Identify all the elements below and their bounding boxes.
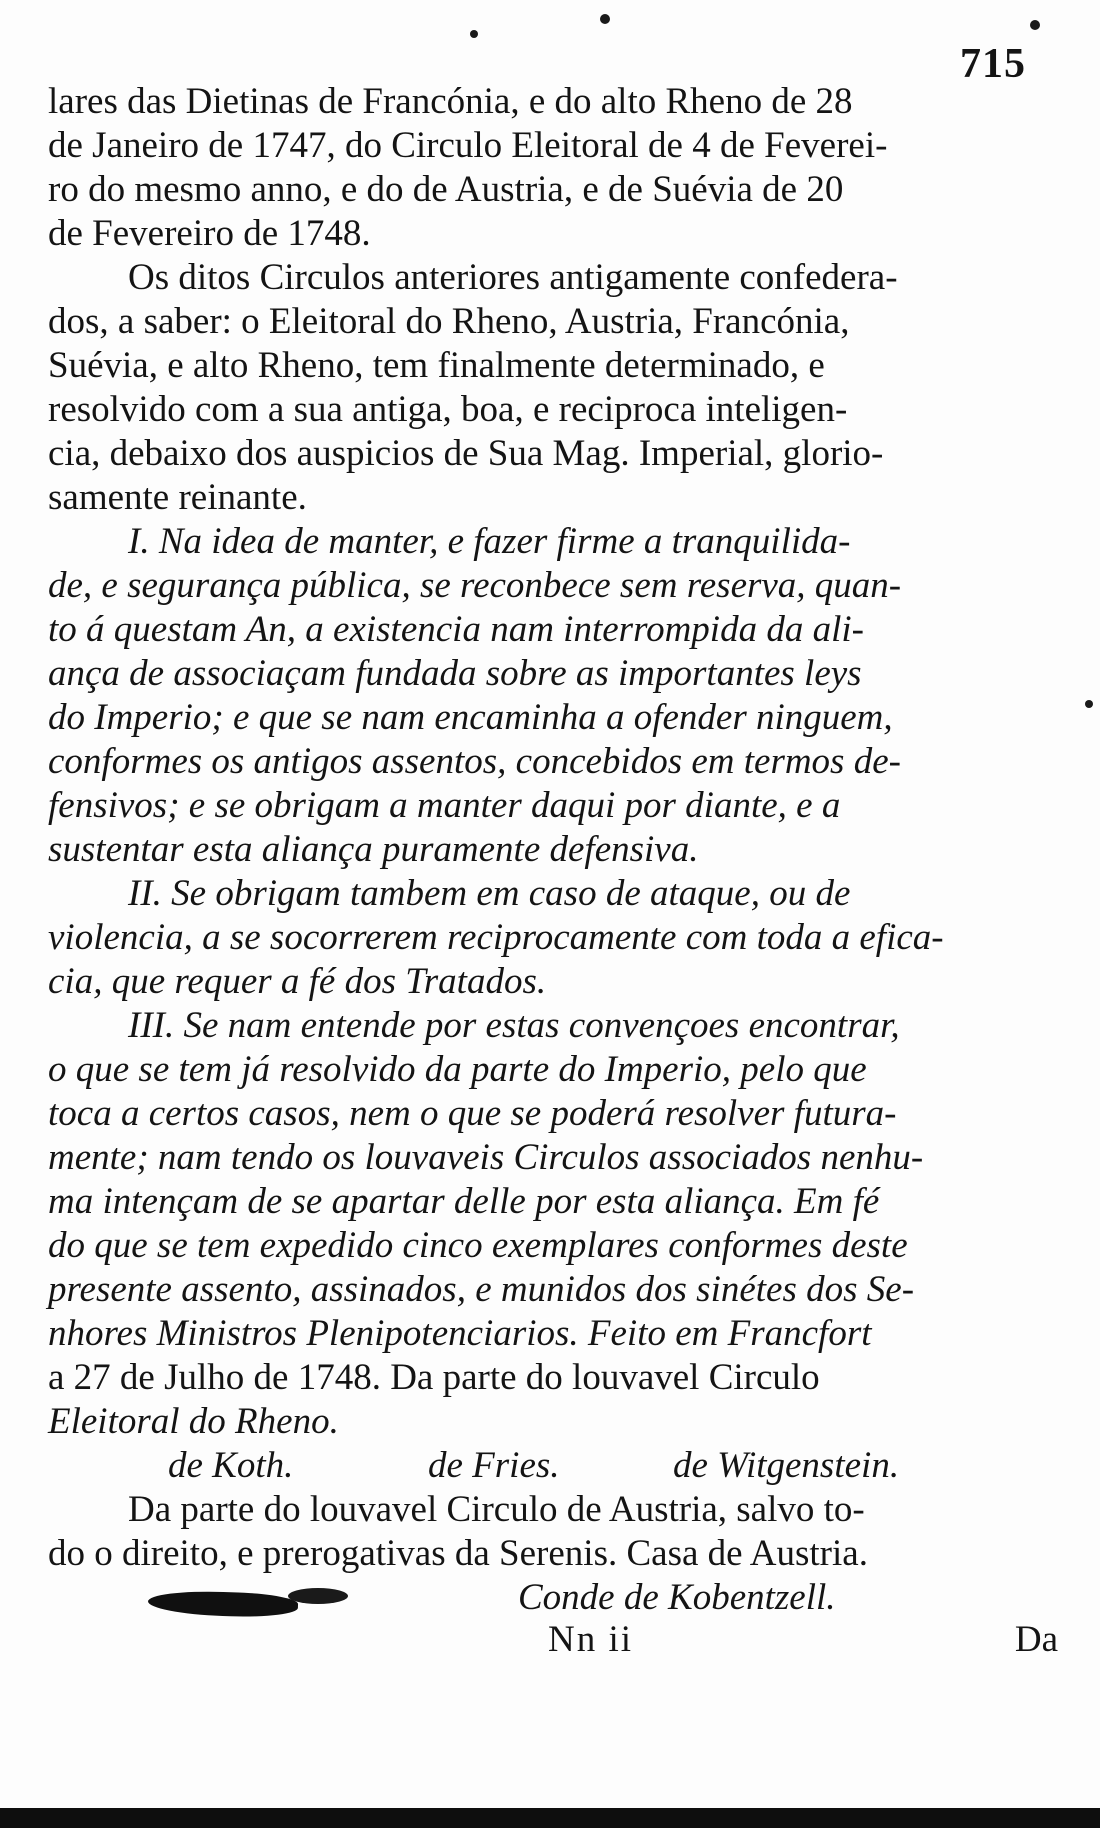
text-line: lares das Dietinas de Francónia, e do alto Rheno de 28 [48,81,853,122]
signature-kobentzell: Conde de Kobentzell. [518,1577,836,1618]
text-line: do Imperio; e que se nam encaminha a ofender ninguem, [48,697,893,738]
text-line: cia, debaixo dos auspicios de Sua Mag. Imperial, glorio- [48,433,884,474]
article-iii-line: III. Se nam entende por estas convençoes encontrar, [128,1005,900,1046]
article-ii-line: II. Se obrigam tambem em caso de ataque, ou de [128,873,851,914]
page-number: 715 [960,41,1026,87]
signature-fries: de Fries. [428,1445,560,1486]
text-line: dos, a saber: o Eleitoral do Rheno, Austria, Francónia, [48,301,850,342]
ink-smudge [288,1588,348,1604]
text-line: toca a certos casos, nem o que se poderá resolver futura- [48,1093,897,1134]
ink-speck [600,14,610,24]
text-line: fensivos; e se obrigam a manter daqui por diante, e a [48,785,841,826]
page-bottom-edge [0,1808,1100,1828]
text-line: violencia, a se socorrerem reciprocamente com toda a efica- [48,917,944,958]
text-line: o que se tem já resolvido da parte do Imperio, pelo que [48,1049,867,1090]
body-text [48,80,1058,1620]
text-line: ro do mesmo anno, e do de Austria, e de Suévia de 20 [48,169,844,210]
ink-speck [1085,700,1093,708]
ink-speck [470,30,478,38]
text-line: Suévia, e alto Rheno, tem finalmente determinado, e [48,345,825,386]
text-line: samente reinante. [48,477,307,518]
signatures-row [48,1444,1058,1488]
signature-mark-label: Nn ii [548,1619,634,1660]
text-line: Os ditos Circulos anteriores antigamente confedera- [128,257,898,298]
text-line: de Fevereiro de 1748. [48,213,371,254]
text-line: Da parte do louvavel Circulo de Austria, salvo to- [128,1489,865,1530]
text-line: resolvido com a sua antiga, boa, e reciproca inteligen- [48,389,848,430]
text-line: mente; nam tendo os louvaveis Circulos associados nenhu- [48,1137,924,1178]
text-line: do que se tem expedido cinco exemplares conformes deste [48,1225,908,1266]
text-line: ança de associaçam fundada sobre as importantes leys [48,653,862,694]
signature-witgenstein: de Witgenstein. [673,1445,900,1486]
text-line: do o direito, e prerogativas da Serenis. Casa de Austria. [48,1533,868,1574]
text-line: de Janeiro de 1747, do Circulo Eleitoral de 4 de Feverei- [48,125,888,166]
ink-speck [1030,20,1040,30]
text-line: to á questam An, a existencia nam interrompida da ali- [48,609,864,650]
text-line: conformes os antigos assentos, concebidos em termos de- [48,741,901,782]
text-line: de, e segurança pública, se reconbece sem reserva, quan- [48,565,902,606]
text-line: sustentar esta aliança puramente defensiva. [48,829,699,870]
page-footer [48,1618,1058,1662]
text-line: cia, que requer a fé dos Tratados. [48,961,547,1002]
text-line: ma intençam de se apartar delle por esta aliança. Em fé [48,1181,880,1222]
text-line: a 27 de Julho de 1748. Da parte do louvavel Circulo [48,1357,820,1398]
catchword: Da [1014,1619,1058,1660]
article-i-line: I. Na idea de manter, e fazer firme a tranquilida- [128,521,851,562]
text-line: Eleitoral do Rheno. [48,1401,339,1442]
text-line: presente assento, assinados, e munidos dos sinétes dos Se- [48,1269,915,1310]
text-line: nhores Ministros Plenipotenciarios. Feito em Francfort [48,1313,872,1354]
signature-koth: de Koth. [168,1445,294,1486]
